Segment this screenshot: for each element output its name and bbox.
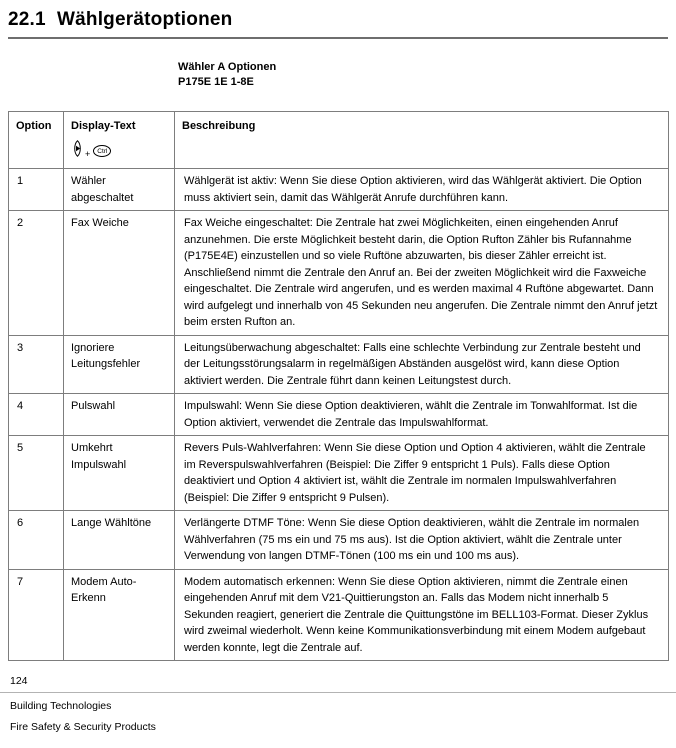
option-number: 7	[9, 569, 64, 661]
table-row	[9, 211, 669, 336]
dial-knob-icon	[71, 140, 84, 163]
table-row	[9, 394, 669, 436]
display-text-label: Display-Text	[71, 120, 136, 132]
option-number: 5	[9, 436, 64, 511]
col-header-option: Option	[9, 112, 64, 169]
caption-line-2: P175E 1E 1-8E	[178, 76, 254, 88]
section-title: Wählgerätoptionen	[57, 9, 233, 30]
option-number: 3	[9, 335, 64, 394]
table-row	[9, 335, 669, 394]
description: Fax Weiche eingeschaltet: Die Zentrale hat zwei Möglichkeiten, einen eingehenden Anruf anzunehmen. Die erste Möglichkeit besteht darin, die Option Rufton Zähler bis Rufannahme (P175E4E) einzustellen und so viele Ruftöne abzuwarten, bis dieser Zähler erreicht ist. Anschließend nimmt die Zentrale den Anruf an. Bei der zweiten Möglichkeit wird die Faxweiche eingeschaltet. Die Zentrale wird angerufen, und es werden maximal 4 Ruftöne abgewartet. Dann wird aufgelegt und innerhalb von 45 Sekunden neu angerufen. Die Zentrale nimmt den Anruf jetzt beim ersten Rufton an.	[175, 211, 669, 336]
table-row	[9, 169, 669, 211]
display-text: Pulswahl	[64, 394, 175, 436]
page-number: 124	[10, 675, 28, 687]
section-number: 22.1	[8, 9, 46, 30]
options-table	[8, 111, 669, 661]
plus-sign: +	[85, 148, 91, 159]
section-heading	[8, 9, 668, 31]
description: Wählgerät ist aktiv: Wenn Sie diese Option aktivieren, wird das Wählgerät aktiviert. Die Option muss aktiviert sein, damit das Wählgerät Anrufe durchführen kann.	[175, 169, 669, 211]
display-text-icons	[71, 140, 168, 163]
display-text: Ignoriere Leitungsfehler	[64, 335, 175, 394]
option-number: 1	[9, 169, 64, 211]
option-number: 6	[9, 511, 64, 570]
caption-line-1: Wähler A Optionen	[178, 61, 277, 73]
display-text: Modem Auto-Erkenn	[64, 569, 175, 661]
table-caption	[178, 60, 676, 90]
col-header-display-text	[64, 112, 175, 169]
footer-division: Fire Safety & Security Products	[10, 721, 156, 733]
description: Modem automatisch erkennen: Wenn Sie diese Option aktivieren, nimmt die Zentrale einen eingehenden Anruf mit dem V21-Quittierungston an. Falls das Modem nicht innerhalb 5 Sekunden reagiert, generiert die Zentrale die Quittungstöne im BELL103-Format. Dieser Zyklus wird zweimal wiederholt. Wenn keine Kommunikationsverbindung mit einem Modem aufgebaut werden konnte, legt die Zentrale auf.	[175, 569, 669, 661]
footer-rule	[0, 692, 676, 693]
option-number: 2	[9, 211, 64, 336]
heading-rule	[8, 37, 668, 39]
col-header-description: Beschreibung	[175, 112, 669, 169]
description: Leitungsüberwachung abgeschaltet: Falls eine schlechte Verbindung zur Zentrale besteht und der Leitungsstörungsalarm in regelmäßigen Abständen ausgelöst wird, kann diese Option aktiviert werden. Die Zentrale führt dann keinen Leitungstest durch.	[175, 335, 669, 394]
ctrl-key-icon: Ctrl	[93, 145, 111, 157]
table-header-row	[9, 112, 669, 169]
table-row	[9, 511, 669, 570]
description: Revers Puls-Wahlverfahren: Wenn Sie diese Option und Option 4 aktivieren, wählt die Zentrale im Reverspulswahlverfahren (Beispiel: Die Ziffer 9 entspricht 1 Puls). Falls diese Option deaktiviert und Option 4 aktiviert ist, wählt die Zentrale im normalen Impulswahlverfahren (Beispiel: Die Ziffer 9 entspricht 9 Pulsen).	[175, 436, 669, 511]
footer-company: Building Technologies	[10, 700, 112, 712]
display-text: Fax Weiche	[64, 211, 175, 336]
display-text: Umkehrt Impulswahl	[64, 436, 175, 511]
table-row	[9, 436, 669, 511]
option-number: 4	[9, 394, 64, 436]
display-text: Lange Wähltöne	[64, 511, 175, 570]
description: Impulswahl: Wenn Sie diese Option deaktivieren, wählt die Zentrale im Tonwahlformat. Ist die Option aktiviert, verwendet die Zentrale das Impulswahlformat.	[175, 394, 669, 436]
description: Verlängerte DTMF Töne: Wenn Sie diese Option deaktivieren, wählt die Zentrale im normalen Wählverfahren (75 ms ein und 75 ms aus). Ist die Option aktiviert, wählt die Zentrale unter Verwendung von langen DTMF-Tönen (100 ms ein und 100 ms aus).	[175, 511, 669, 570]
table-row	[9, 569, 669, 661]
display-text: Wähler abgeschaltet	[64, 169, 175, 211]
